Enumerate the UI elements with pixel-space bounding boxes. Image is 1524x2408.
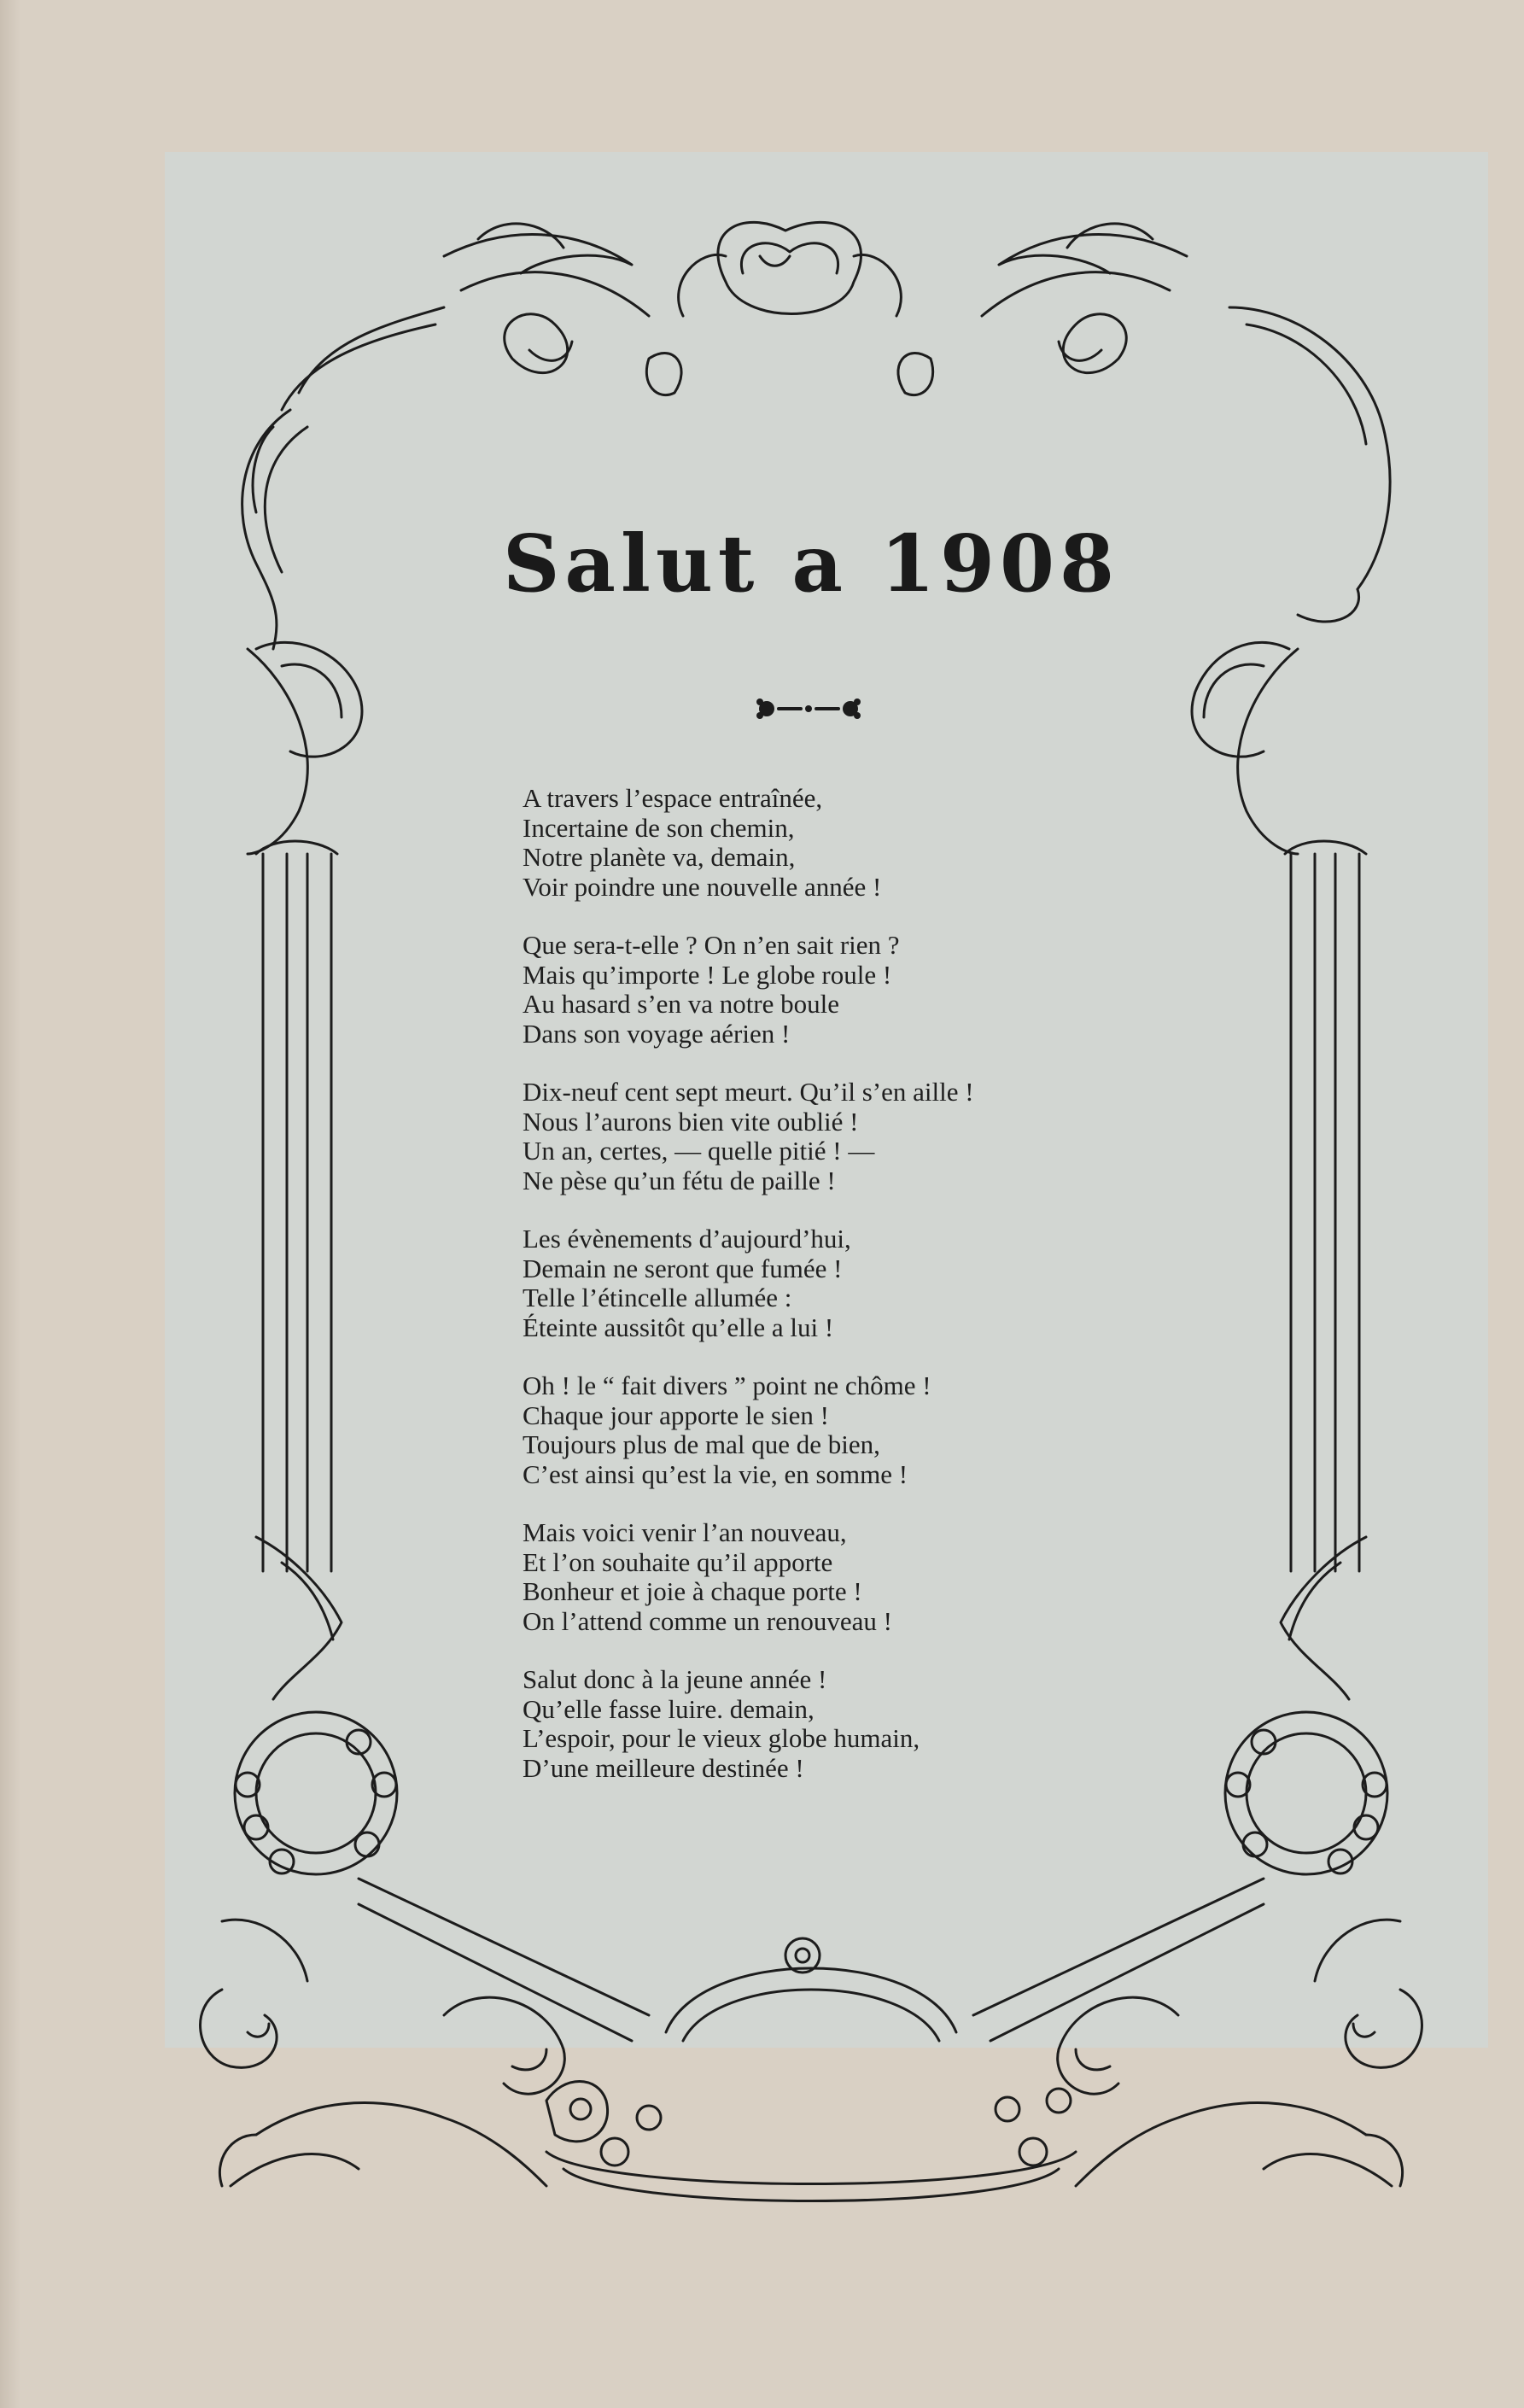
- stanza: [523, 1518, 1171, 1636]
- poem-line: D’une meilleure destinée !: [523, 1752, 804, 1783]
- poem-line: On l’attend comme un renouveau !: [523, 1605, 892, 1636]
- floral-divider-icon: [753, 690, 864, 728]
- poem-line: Bonheur et joie à chaque porte !: [523, 1576, 862, 1606]
- poem-line: Éteinte aussitôt qu’elle a lui !: [523, 1312, 834, 1342]
- poem-line: Dix-neuf cent sept meurt. Qu’il s’en aille !: [523, 1077, 974, 1107]
- poem-line: Incertaine de son chemin,: [523, 812, 795, 843]
- poem-body: [523, 784, 1171, 1812]
- poem-line: Et l’on souhaite qu’il apporte: [523, 1546, 833, 1577]
- poem-line: Qu’elle fasse luire. demain,: [523, 1693, 815, 1724]
- poem-line: Toujours plus de mal que de bien,: [523, 1429, 880, 1459]
- stanza: [523, 931, 1171, 1049]
- stanza: [523, 1371, 1171, 1489]
- poem-line: Nous l’aurons bien vite oublié !: [523, 1106, 859, 1137]
- poem-line: Mais qu’importe ! Le globe roule !: [523, 959, 892, 990]
- stanza: [523, 1078, 1171, 1195]
- poem-line: Les évènements d’aujourd’hui,: [523, 1224, 851, 1254]
- poem-line: Telle l’étincelle allumée :: [523, 1283, 792, 1312]
- poem-line: Salut donc à la jeune année !: [523, 1664, 827, 1694]
- stanza: [523, 1224, 1171, 1342]
- poem-line: Un an, certes, — quelle pitié ! —: [523, 1136, 875, 1166]
- poem-line: Dans son voyage aérien !: [523, 1018, 791, 1049]
- stanza: [523, 784, 1171, 902]
- poem-line: C’est ainsi qu’est la vie, en somme !: [523, 1458, 908, 1489]
- poem-line: Mais voici venir l’an nouveau,: [523, 1517, 847, 1547]
- poem-line: Chaque jour apporte le sien !: [523, 1400, 829, 1430]
- poem-line: Voir poindre une nouvelle année !: [523, 871, 882, 902]
- poem-line: Ne pèse qu’un fétu de paille !: [523, 1165, 836, 1195]
- poem-line: Que sera-t-elle ? On n’en sait rien ?: [523, 930, 900, 960]
- poem-line: Demain ne seront que fumée !: [523, 1253, 843, 1283]
- poem-line: L’espoir, pour le vieux globe humain,: [523, 1723, 920, 1753]
- poem-line: Au hasard s’en va notre boule: [523, 989, 840, 1019]
- poem-line: Oh ! le “ fait divers ” point ne chôme !: [523, 1371, 931, 1400]
- poem-title: Salut a 1908: [502, 517, 1120, 610]
- poem-line: A travers l’espace entraînée,: [523, 783, 823, 813]
- poem-line: Notre planète va, demain,: [523, 842, 796, 872]
- stanza: [523, 1665, 1171, 1783]
